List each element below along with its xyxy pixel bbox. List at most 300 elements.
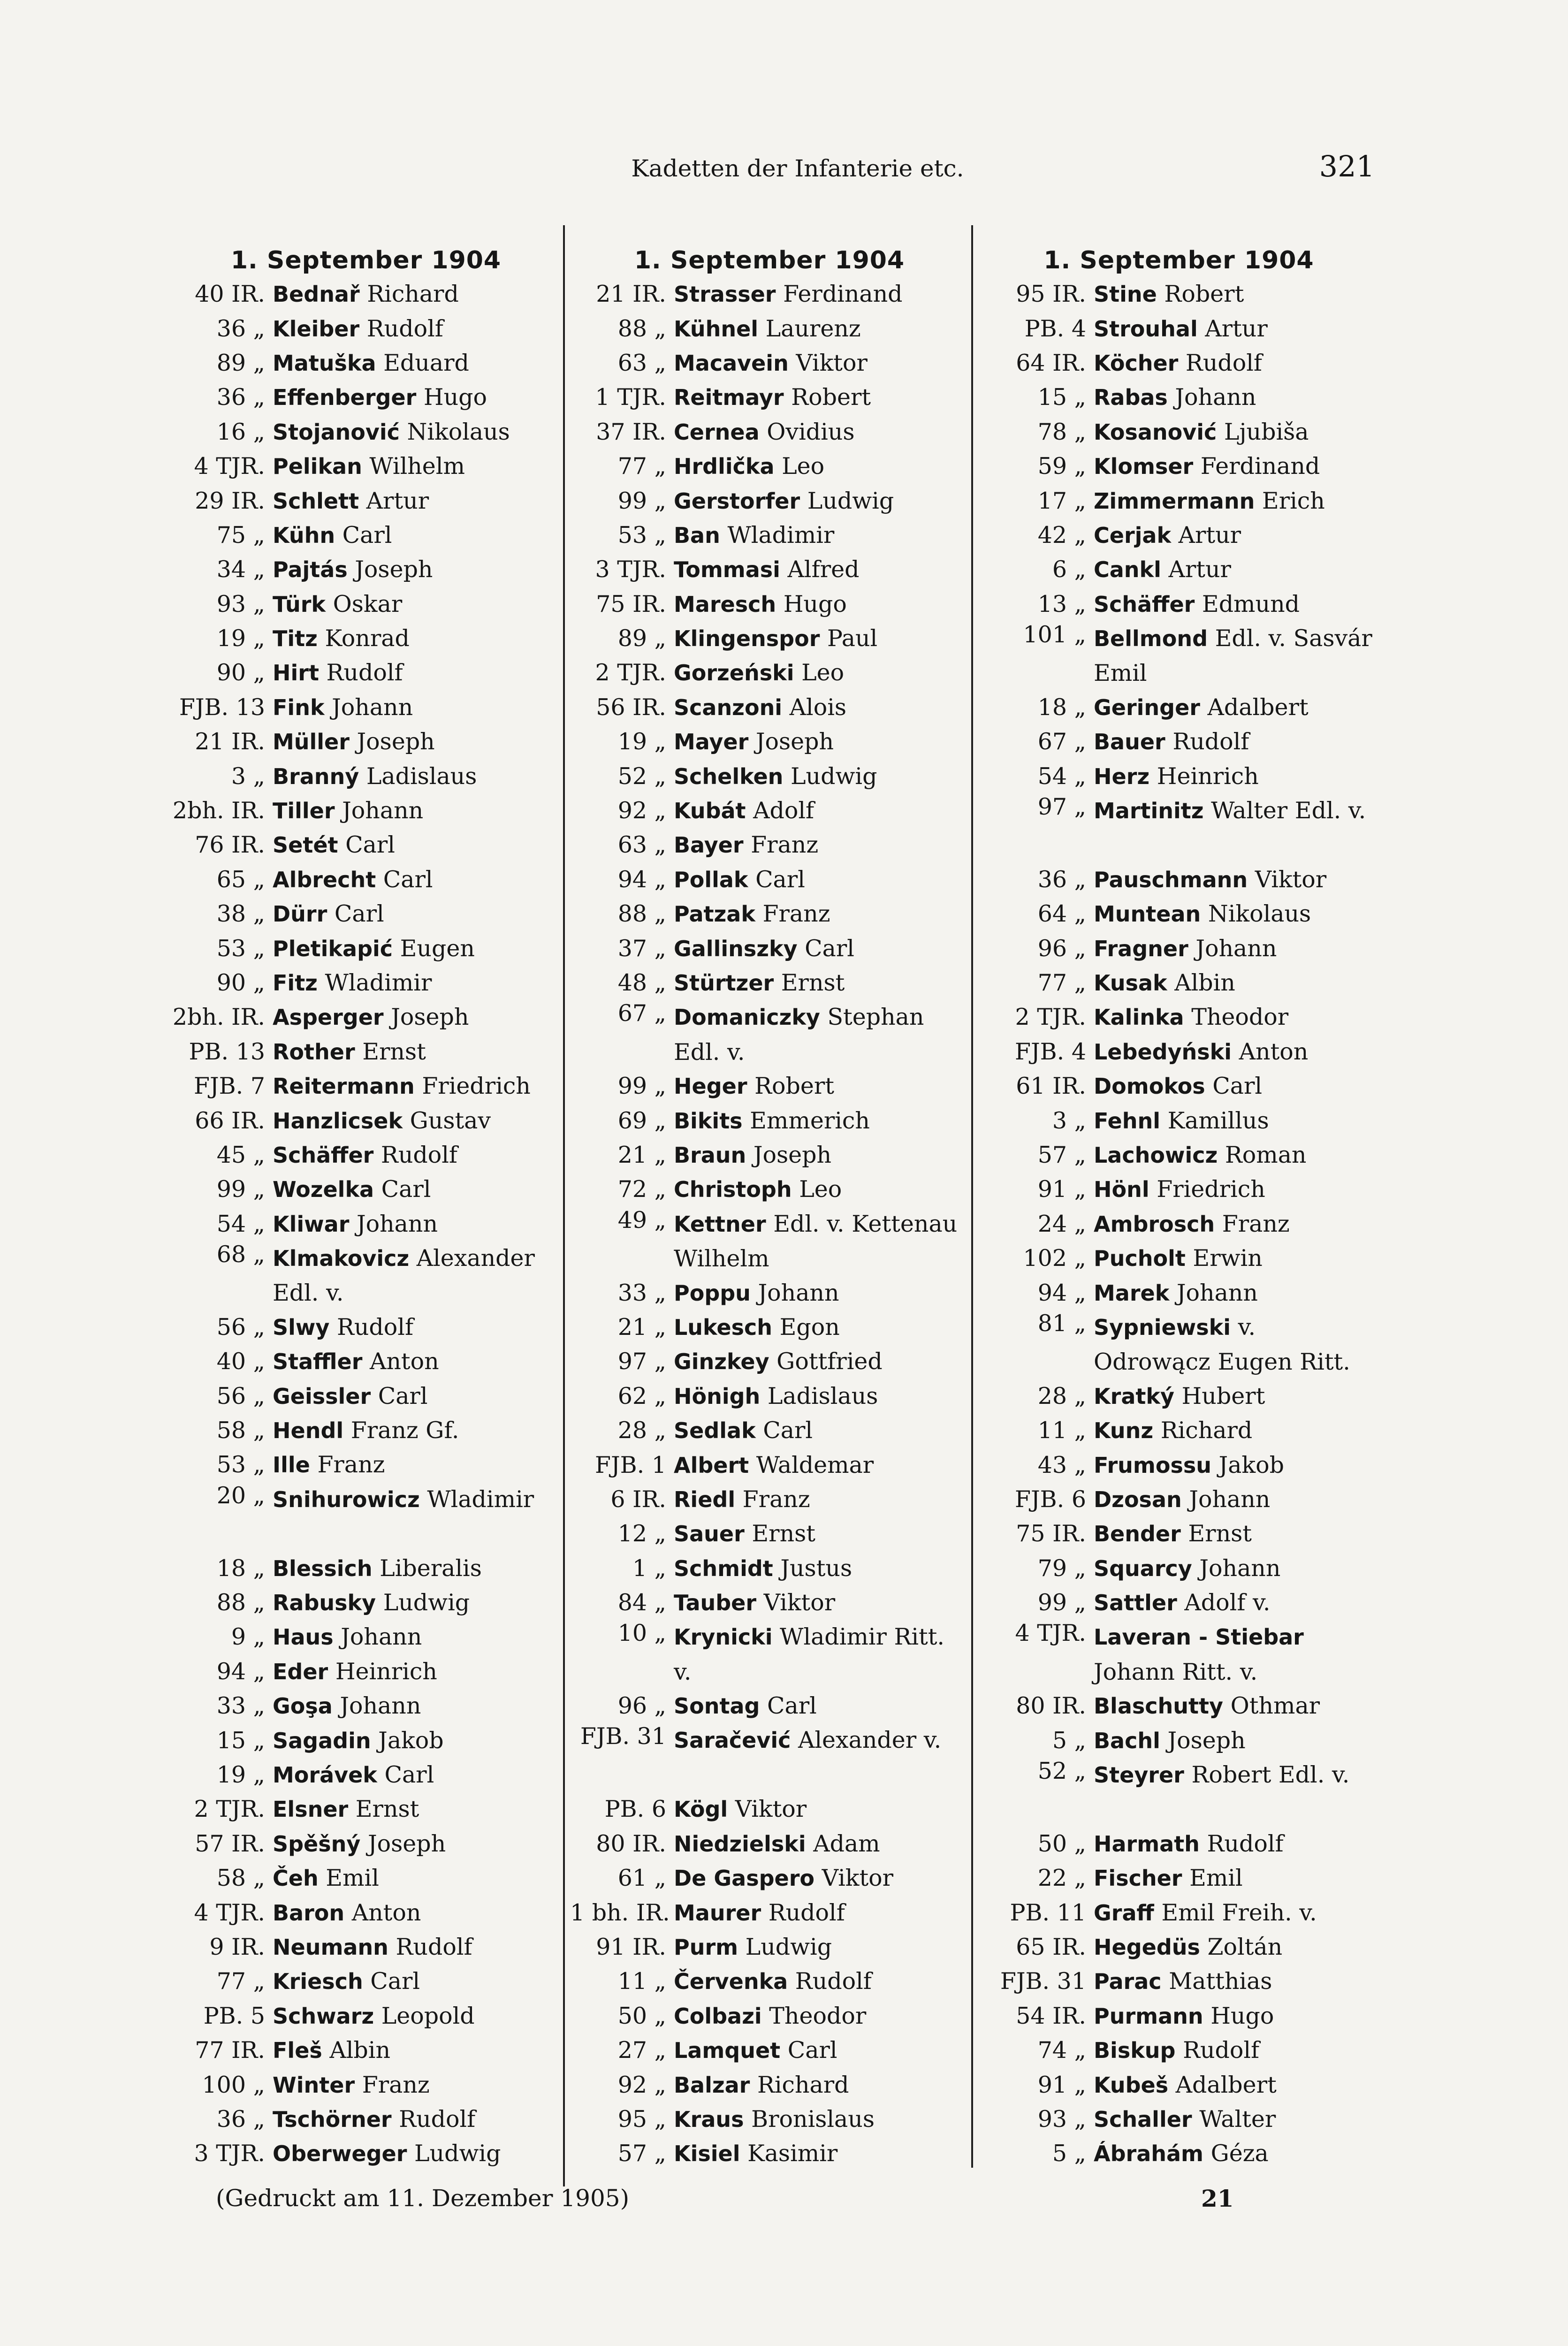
- unit-label: 90 „: [216, 969, 265, 996]
- given-name: Johann: [340, 1692, 421, 1720]
- given-name: Carl: [763, 1417, 813, 1444]
- surname: Klingenspor: [674, 626, 820, 652]
- given-name: Joseph: [1167, 1727, 1246, 1754]
- list-item: [160, 897, 572, 931]
- given-name: Eduard: [383, 349, 469, 376]
- surname: Tommasi: [674, 557, 780, 583]
- list-column-3: [981, 244, 1377, 2186]
- cadet-name: [273, 1417, 572, 1444]
- unit-label: 72 „: [617, 1176, 666, 1203]
- cadet-name: [1094, 1727, 1377, 1754]
- surname: Hanzlicsek: [273, 1108, 403, 1134]
- cadet-name: [674, 1934, 969, 1960]
- given-name: Rudolf: [336, 1313, 414, 1341]
- surname: Kosanović: [1094, 419, 1217, 445]
- surname: Čeh: [273, 1866, 319, 1891]
- surname: Saračević: [674, 1728, 791, 1753]
- unit-label: 33 „: [617, 1279, 666, 1306]
- unit-label: 54 IR.: [1016, 2002, 1086, 2029]
- unit-label: 96 „: [617, 1692, 666, 1720]
- unit-label: 52 „: [1037, 1757, 1086, 1784]
- given-name: Carl: [334, 900, 384, 928]
- running-header: Kadetten der Infanterie etc.: [631, 155, 964, 182]
- unit-label: 19 „: [617, 728, 666, 755]
- given-name: Stephan Edl. v.: [674, 1004, 924, 1066]
- given-name: Wladimir Ritt. v.: [674, 1623, 944, 1685]
- surname: Rother: [273, 1039, 355, 1065]
- list-item: [570, 966, 969, 1000]
- unit-label: 57 IR.: [195, 1830, 265, 1857]
- given-name: Wilhelm: [369, 453, 465, 480]
- given-name: Oskar: [333, 590, 403, 617]
- cadet-name: [674, 281, 969, 307]
- list-item: [570, 2067, 969, 2102]
- surname: Harmath: [1094, 1831, 1200, 1857]
- given-name: Carl: [370, 1968, 420, 1995]
- list-item: [160, 1861, 572, 1895]
- cadet-name: [273, 1589, 572, 1616]
- given-name: Richard: [367, 281, 459, 308]
- list-item: [160, 1482, 572, 1551]
- list-item: [981, 724, 1377, 759]
- unit-label: 11 „: [1037, 1417, 1086, 1444]
- list-item: [981, 380, 1377, 414]
- list-item: [160, 311, 572, 345]
- list-item: [160, 931, 572, 965]
- cadet-name: [674, 1520, 969, 1547]
- given-name: Richard: [1160, 1417, 1253, 1444]
- surname: Stojanović: [273, 419, 400, 445]
- surname: Schwarz: [273, 2003, 374, 2029]
- list-item: [160, 587, 572, 621]
- unit-label: 36 „: [216, 315, 265, 342]
- given-name: Joseph: [355, 556, 433, 583]
- list-item: [570, 277, 969, 311]
- cadet-name: [674, 2140, 969, 2167]
- list-item: [570, 2102, 969, 2136]
- surname: Kriesch: [273, 1969, 363, 1995]
- unit-label: 4 TJR.: [194, 1899, 265, 1926]
- surname: Reitmayr: [674, 385, 784, 411]
- unit-label: 21 „: [617, 1313, 666, 1341]
- cadet-name: [674, 935, 969, 962]
- given-name: Anton: [369, 1348, 439, 1375]
- unit-label: 62 „: [617, 1382, 666, 1409]
- given-name: Erwin: [1193, 1245, 1263, 1272]
- unit-label: 77 IR.: [195, 2037, 265, 2064]
- unit-label: 75 „: [216, 521, 265, 548]
- given-name: Franz: [1222, 1210, 1290, 1237]
- given-name: Artur: [1178, 521, 1241, 548]
- given-name: Adolf: [753, 797, 814, 824]
- given-name: Ludwig: [791, 762, 877, 790]
- cadet-name: [273, 1176, 572, 1203]
- unit-label: 100 „: [202, 2071, 265, 2098]
- unit-label: PB. 5: [203, 2002, 265, 2029]
- unit-label: 11 „: [617, 1968, 666, 1995]
- unit-label: 84 „: [617, 1589, 666, 1616]
- list-item: [981, 1035, 1377, 1069]
- list-item: [981, 1930, 1377, 1964]
- cadet-name: [674, 556, 969, 583]
- cadet-name: [674, 419, 969, 445]
- given-name: Leo: [801, 659, 845, 686]
- surname: Stürtzer: [674, 970, 774, 996]
- surname: Macavein: [674, 350, 789, 376]
- list-item: [160, 1758, 572, 1792]
- cadet-name: [273, 419, 572, 445]
- cadet-name: [674, 591, 969, 617]
- cadet-name: [674, 763, 969, 790]
- surname: Maresch: [674, 591, 776, 617]
- cadet-name: [1094, 1692, 1377, 1719]
- cadet-name: [273, 384, 572, 411]
- given-name: Carl: [1212, 1073, 1263, 1100]
- given-name: Franz: [317, 1451, 385, 1478]
- given-name: Ernst: [781, 969, 845, 996]
- unit-label: 93 „: [1037, 2105, 1086, 2133]
- surname: Sypniewski: [1094, 1314, 1231, 1340]
- surname: Kliwar: [273, 1211, 350, 1237]
- cadet-name: [273, 831, 572, 858]
- given-name: Wladimir: [727, 521, 835, 548]
- unit-label: 5 „: [1052, 1727, 1086, 1754]
- list-item: [570, 380, 969, 414]
- surname: Heger: [674, 1074, 747, 1099]
- unit-label: 1 „: [632, 1554, 666, 1582]
- surname: Biskup: [1094, 2038, 1176, 2064]
- surname: Ban: [674, 522, 720, 548]
- cadet-name: [1094, 350, 1377, 376]
- list-item: [160, 1999, 572, 2033]
- given-name: Carl: [342, 521, 392, 548]
- given-name: Gottfried: [776, 1348, 883, 1375]
- list-item: [160, 483, 572, 518]
- given-name: Friedrich: [422, 1073, 531, 1100]
- list-item: [570, 1172, 969, 1206]
- surname: Pletikapić: [273, 936, 393, 961]
- surname: Kunz: [1094, 1418, 1154, 1444]
- cadet-name: [1094, 419, 1377, 445]
- surname: Zimmermann: [1094, 488, 1255, 514]
- list-item: [570, 724, 969, 759]
- surname: Cankl: [1094, 557, 1161, 583]
- list-item: [160, 724, 572, 759]
- unit-label: 37 IR.: [596, 418, 666, 445]
- surname: Sedlak: [674, 1418, 756, 1444]
- cadet-name: [1094, 793, 1377, 828]
- list-item: [570, 1310, 969, 1344]
- unit-label: 57 „: [1037, 1141, 1086, 1168]
- unit-label: 4 TJR.: [194, 453, 265, 480]
- list-item: [570, 1413, 969, 1447]
- cadet-name: [674, 1142, 969, 1168]
- surname: Kalinka: [1094, 1005, 1184, 1030]
- surname: Hrdlička: [674, 454, 775, 480]
- unit-label: FJB. 4: [1015, 1038, 1086, 1065]
- surname: Schäffer: [1094, 591, 1195, 617]
- unit-label: 50 „: [617, 2002, 666, 2029]
- list-item: [160, 1413, 572, 1447]
- cadet-name: [273, 522, 572, 548]
- column-heading: 1. September 1904: [634, 246, 905, 274]
- unit-label: 97 „: [1037, 793, 1086, 820]
- surname: Steyrer: [1094, 1762, 1184, 1788]
- surname: Krynicki: [674, 1624, 773, 1650]
- unit-label: 75 IR.: [1016, 1520, 1086, 1547]
- unit-label: 15 „: [216, 1727, 265, 1754]
- cadet-name: [674, 1348, 969, 1375]
- list-item: [981, 277, 1377, 311]
- cadet-name: [1094, 453, 1377, 480]
- list-item: [981, 1999, 1377, 2033]
- unit-label: 63 „: [617, 349, 666, 376]
- unit-label: 36 „: [1037, 866, 1086, 893]
- unit-label: 80 IR.: [596, 1830, 666, 1857]
- cadet-name: [1094, 1620, 1377, 1689]
- cadet-name: [1094, 556, 1377, 583]
- cadet-name: [674, 1692, 969, 1719]
- given-name: Anton: [1239, 1038, 1309, 1065]
- surname: Cerjak: [1094, 522, 1172, 548]
- surname: Kleiber: [273, 316, 360, 342]
- unit-label: 20 „: [216, 1482, 265, 1509]
- cadet-name: [1094, 1520, 1377, 1547]
- list-item: [160, 1551, 572, 1585]
- unit-label: 95 IR.: [1016, 281, 1086, 308]
- given-name: Leo: [782, 453, 825, 480]
- surname: Scanzoni: [674, 694, 783, 720]
- cadet-name: [273, 1899, 572, 1926]
- given-name: Liberalis: [380, 1554, 482, 1582]
- given-name: Viktor: [763, 1589, 836, 1616]
- unit-label: 9 „: [231, 1623, 265, 1651]
- surname: Müller: [273, 729, 350, 755]
- unit-label: 21 IR.: [195, 728, 265, 755]
- unit-label: 90 „: [216, 659, 265, 686]
- list-item: [160, 552, 572, 586]
- cadet-name: [273, 2140, 572, 2167]
- unit-label: 42 „: [1037, 521, 1086, 548]
- unit-label: 99 „: [617, 1073, 666, 1100]
- unit-label: FJB. 13: [179, 693, 265, 721]
- surname: Setét: [273, 832, 338, 858]
- list-item: [570, 1275, 969, 1310]
- surname: Fragner: [1094, 936, 1188, 961]
- list-item: [981, 1310, 1377, 1379]
- given-name: Ernst: [355, 1796, 419, 1823]
- given-name: Anton: [351, 1899, 421, 1926]
- unit-label: 1 bh. IR.: [570, 1899, 670, 1926]
- list-item: [570, 1138, 969, 1172]
- list-item: [160, 1895, 572, 1929]
- given-name: Theodor: [1191, 1004, 1289, 1031]
- list-item: [981, 1895, 1377, 1929]
- given-name: Joseph: [357, 728, 435, 755]
- given-name: Johann: [341, 1623, 422, 1651]
- list-item: [981, 2102, 1377, 2136]
- list-item: [160, 1172, 572, 1206]
- cadet-name: [273, 797, 572, 824]
- cadet-name: [674, 1417, 969, 1444]
- cadet-name: [273, 1727, 572, 1754]
- list-item: [981, 1447, 1377, 1482]
- given-name: Konrad: [325, 625, 410, 652]
- given-name: Waldemar: [756, 1451, 874, 1478]
- unit-label: 88 „: [617, 900, 666, 928]
- cadet-name: [273, 1211, 572, 1237]
- surname: Pollak: [674, 867, 748, 892]
- list-item: [570, 2136, 969, 2171]
- unit-label: 94 „: [1037, 1279, 1086, 1306]
- cadet-name: [273, 487, 572, 514]
- unit-label: 2bh. IR.: [172, 797, 265, 824]
- given-name: Emil: [326, 1865, 379, 1892]
- surname: Schlett: [273, 488, 359, 514]
- unit-label: 92 „: [617, 2071, 666, 2098]
- given-name: Edl. v. Kettenau Wilhelm: [674, 1210, 958, 1272]
- unit-label: 99 „: [617, 487, 666, 514]
- cadet-name: [273, 1934, 572, 1960]
- surname: Schmidt: [674, 1555, 773, 1581]
- given-name: Rudolf: [1183, 2037, 1260, 2064]
- surname: Winter: [273, 2072, 355, 2098]
- unit-label: 78 „: [1037, 418, 1086, 445]
- surname: Fleš: [273, 2038, 322, 2064]
- print-note: (Gedruckt am 11. Dezember 1905): [216, 2185, 630, 2212]
- list-item: [570, 346, 969, 380]
- list-item: [570, 1895, 969, 1929]
- cadet-name: [273, 1451, 572, 1478]
- surname: Fischer: [1094, 1866, 1182, 1891]
- list-item: [160, 2033, 572, 2067]
- unit-label: 1 TJR.: [595, 384, 666, 411]
- given-name: Rudolf: [396, 1933, 472, 1960]
- unit-label: 77 „: [1037, 969, 1086, 997]
- surname: Albert: [674, 1452, 749, 1478]
- surname: Haus: [273, 1624, 334, 1650]
- list-item: [981, 552, 1377, 586]
- list-item: [981, 931, 1377, 965]
- cadet-name: [273, 1761, 572, 1788]
- given-name: Hugo: [423, 384, 487, 411]
- cadet-name: [273, 1241, 572, 1310]
- list-item: [160, 1930, 572, 1964]
- list-item: [570, 1861, 969, 1895]
- unit-label: 94 „: [617, 866, 666, 893]
- list-item: [981, 1379, 1377, 1413]
- given-name: Hugo: [783, 590, 847, 617]
- given-name: Ludwig: [383, 1589, 470, 1616]
- cadet-name: [1094, 935, 1377, 962]
- given-name: Adalbert: [1175, 2071, 1277, 2098]
- cadet-name: [1094, 1280, 1377, 1306]
- list-item: [570, 311, 969, 345]
- surname: Bauer: [1094, 729, 1165, 755]
- unit-label: 49 „: [617, 1206, 666, 1234]
- surname: Squarcy: [1094, 1555, 1192, 1581]
- list-item: [981, 1689, 1377, 1723]
- given-name: Rudolf: [1172, 728, 1249, 755]
- surname: Lamquet: [674, 2038, 781, 2064]
- surname: Dzosan: [1094, 1486, 1182, 1512]
- surname: Sagadin: [273, 1728, 371, 1753]
- unit-label: 63 „: [617, 831, 666, 859]
- surname: Poppu: [674, 1280, 751, 1306]
- given-name: Friedrich: [1157, 1176, 1265, 1203]
- unit-label: 101 „: [1023, 621, 1086, 648]
- list-item: [570, 793, 969, 828]
- cadet-name: [273, 556, 572, 583]
- surname: Patzak: [674, 901, 755, 927]
- cadet-name: [273, 2106, 572, 2133]
- list-item: [570, 1930, 969, 1964]
- cadet-name: [674, 728, 969, 755]
- cadet-name: [1094, 1555, 1377, 1582]
- given-name: Robert: [754, 1073, 834, 1100]
- surname: Staffler: [273, 1349, 363, 1375]
- list-item: [981, 1413, 1377, 1447]
- given-name: Ludwig: [745, 1934, 832, 1960]
- surname: Hegedüs: [1094, 1935, 1200, 1960]
- cadet-name: [674, 797, 969, 824]
- unit-label: 17 „: [1037, 487, 1086, 514]
- unit-label: 95 „: [617, 2105, 666, 2133]
- surname: Pauschmann: [1094, 867, 1248, 892]
- given-name: Géza: [1210, 2140, 1269, 2167]
- cadet-name: [273, 763, 572, 790]
- given-name: Johann: [1195, 935, 1277, 962]
- surname: Tauber: [674, 1590, 757, 1616]
- given-name: Rudolf: [399, 2105, 476, 2133]
- surname: Blaschutty: [1094, 1693, 1223, 1719]
- cadet-name: [1094, 1107, 1377, 1134]
- surname: Stine: [1094, 282, 1157, 307]
- list-item: [570, 1689, 969, 1723]
- cadet-name: [273, 866, 572, 893]
- list-item: [981, 415, 1377, 449]
- cadet-name: [1094, 1830, 1377, 1857]
- entry-list: [570, 277, 969, 2171]
- given-name: Joseph: [367, 1830, 446, 1857]
- list-item: [570, 1482, 969, 1516]
- surname: Colbazi: [674, 2003, 762, 2029]
- surname: Kusak: [1094, 970, 1167, 996]
- cadet-name: [273, 1692, 572, 1719]
- cadet-name: [273, 625, 572, 652]
- cadet-name: [674, 350, 969, 376]
- list-item: [570, 655, 969, 690]
- unit-label: 2 TJR.: [595, 659, 666, 686]
- given-name: Alexander v.: [798, 1727, 942, 1754]
- list-item: [981, 1516, 1377, 1551]
- list-item: [570, 759, 969, 793]
- given-name: Rudolf: [366, 315, 443, 342]
- cadet-name: [273, 659, 572, 686]
- surname: Klmakovicz: [273, 1245, 410, 1271]
- surname: Bachl: [1094, 1728, 1160, 1753]
- list-item: [981, 311, 1377, 345]
- unit-label: 43 „: [1037, 1451, 1086, 1478]
- cadet-name: [273, 1830, 572, 1857]
- given-name: Joseph: [391, 1004, 469, 1031]
- given-name: Heinrich: [1157, 762, 1259, 790]
- column-divider: [971, 225, 973, 2168]
- cadet-name: [273, 900, 572, 927]
- surname: Domokos: [1094, 1074, 1205, 1099]
- unit-label: 88 „: [617, 315, 666, 342]
- surname: Schaller: [1094, 2106, 1192, 2132]
